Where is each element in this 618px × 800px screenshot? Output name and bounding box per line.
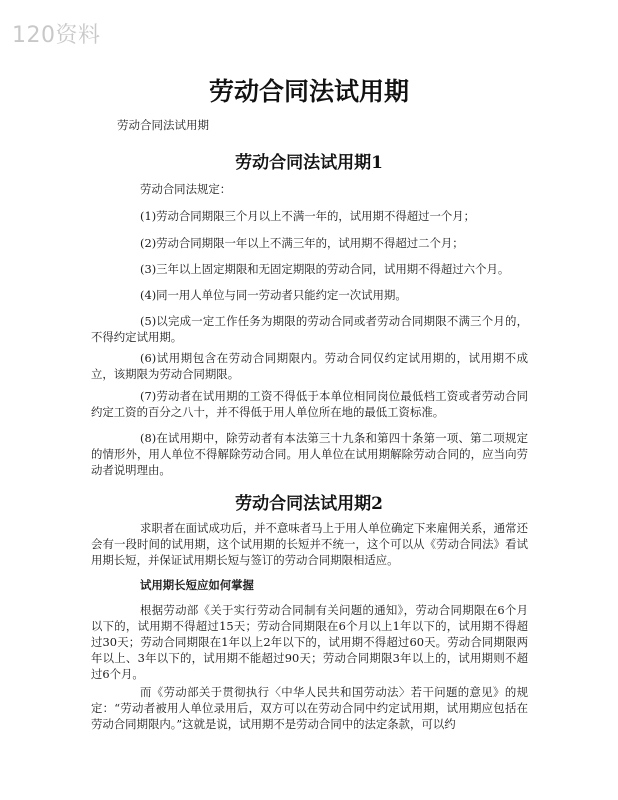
section2-heading: 劳动合同法试用期2 (235, 494, 383, 514)
law-item-8: (8)在试用期中，除劳动者有本法第三十九条和第四十条第一项、第二项规定的情形外，用人单位不得解除劳动合同。用人单位在试用期解除劳动合同的，应当向劳动者说明理由。 (91, 431, 528, 477)
section1-intro: 劳动合同法规定： (140, 182, 232, 196)
law-item-7: (7)劳动者在试用期的工资不得低于本单位相同岗位最低档工资或者劳动合同约定工资的百分之八十，并不得低于用人单位所在地的最低工资标准。 (91, 389, 528, 419)
document-subtitle: 劳动合同法试用期 (117, 118, 209, 132)
law-item-4: (4)同一用人单位与同一劳动者只能约定一次试用期。 (140, 288, 407, 302)
section2-subheading: 试用期长短应如何掌握 (140, 578, 254, 592)
law-item-5: (5)以完成一定工作任务为期限的劳动合同或者劳动合同期限不满三个月的，不得约定试用期。 (91, 314, 528, 344)
law-item-6: (6)试用期包含在劳动合同期限内。劳动合同仅约定试用期的，试用期不成立，该期限为劳动合同期限。 (91, 351, 528, 381)
document-title: 劳动合同法试用期 (208, 77, 409, 106)
law-item-2: (2)劳动合同期限一年以上不满三年的，试用期不得超过二个月； (140, 236, 464, 250)
law-item-3: (3)三年以上固定期限和无固定期限的劳动合同，试用期不得超过六个月。 (140, 262, 510, 276)
section2-paragraph-3: 而《劳动部关于贯彻执行〈中华人民共和国劳动法〉若干问题的意见》的规定：“劳动者被用人单位录用后，双方可以在劳动合同中约定试用期，试用期应包括在劳动合同期限内。”这就是说，试用期不是劳动合同中的法定条款，可以约 (91, 685, 528, 731)
section2-paragraph-1: 求职者在面试成功后，并不意味者马上于用人单位确定下来雇佣关系，通常还会有一段时间的试用期，这个试用期的长短并不统一，这个可以从《劳动合同法》看试用期长短，并保证试用期长短与签订的劳动合同期限相适应。 (91, 521, 528, 567)
section2-paragraph-2: 根据劳动部《关于实行劳动合同制有关问题的通知》，劳动合同期限在6个月以下的，试用期不得超过15天；劳动合同期限在6个月以上1年以下的，试用期不得超过30天；劳动合同期限在1年以上2年以下的，试用期不得超过60天。劳动合同期限两年以上、3年以下的，试用期不能超过90天；劳动合同期限3年以上的，试用期则不超过6个月。 (91, 603, 528, 681)
law-item-1: (1)劳动合同期限三个月以上不满一年的，试用期不得超过一个月； (140, 209, 476, 223)
section1-heading: 劳动合同法试用期1 (235, 153, 383, 173)
watermark: 120资料 (12, 23, 101, 48)
